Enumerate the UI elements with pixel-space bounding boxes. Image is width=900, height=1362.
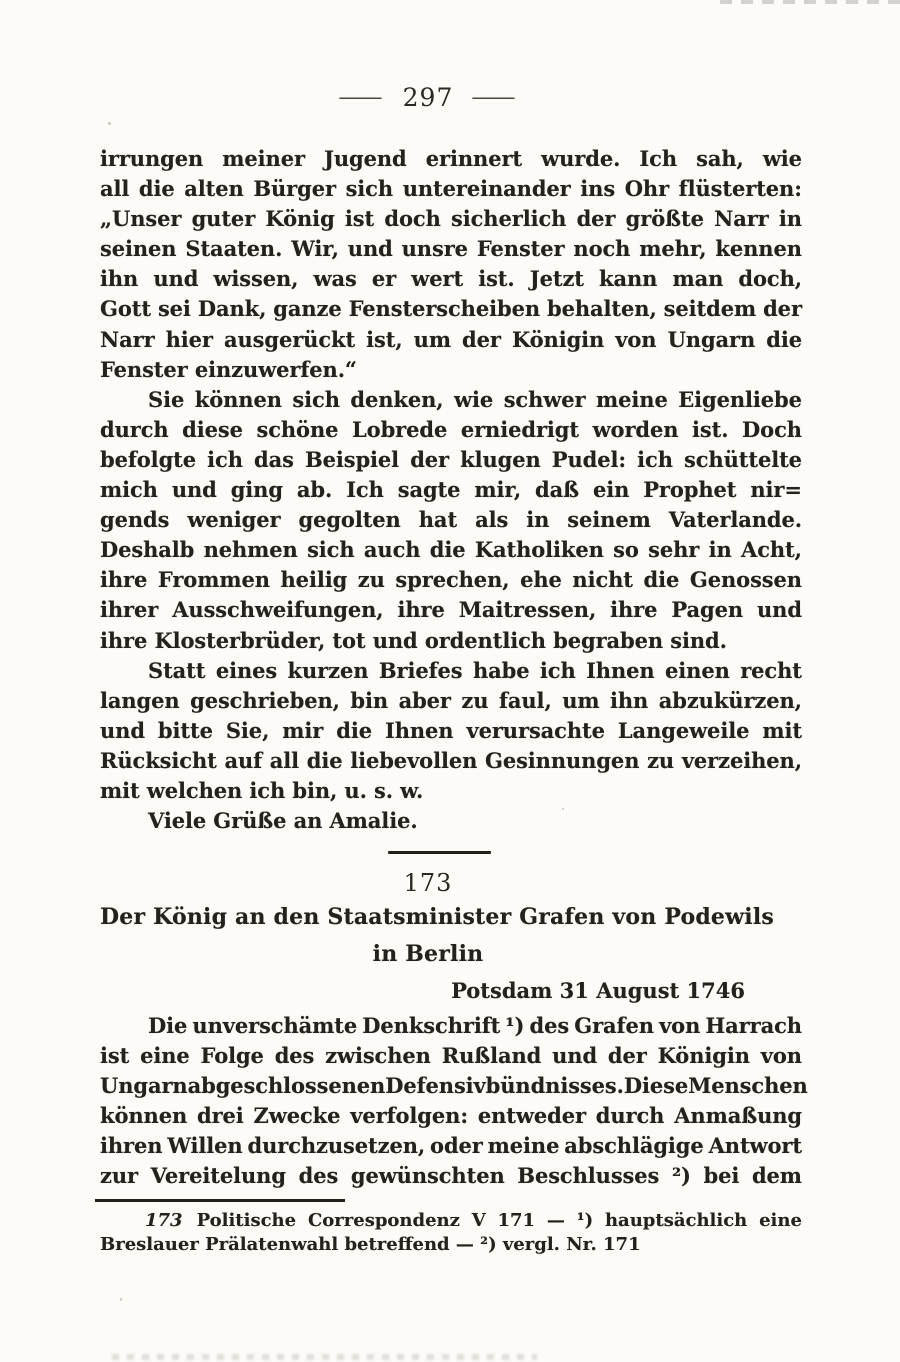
- letter-line: irrungen meiner Jugend erinnert wurde. Ich sah, wie: [100, 146, 802, 171]
- footnote-line: Breslauer Prälatenwahl betreffend — ²) vergl. Nr. 171: [100, 1233, 641, 1255]
- letter-line: langen geschrieben, bin aber zu faul, um ihn abzukürzen,: [100, 687, 802, 713]
- footnote: [100, 1209, 802, 1256]
- letter-line: ihrer Ausschweifungen, ihre Maitressen, ihre Pagen und: [100, 597, 802, 623]
- letter-line: „Unser guter König ist doch sicherlich der größte Narr in: [100, 206, 802, 232]
- letter-line: Gott sei Dank, ganze Fensterscheiben behalten, seitdem der: [100, 296, 802, 322]
- letter-line: ihn und wissen, was er wert ist. Jetzt kann man doch,: [100, 266, 802, 292]
- scan-speck: [108, 122, 111, 125]
- letter-line: befolgte ich das Beispiel der klugen Pudel: ich schüttelte: [100, 446, 802, 472]
- letter-line: mit welchen ich bin, u. s. w.: [100, 777, 424, 803]
- page-header: [100, 84, 802, 114]
- letter-line: durch diese schöne Lobrede erniedrigt worden ist. Doch: [100, 416, 802, 442]
- letter-closing: Viele Grüße an Amalie.: [148, 808, 418, 834]
- section-number: 173: [403, 869, 453, 897]
- section-separator-rule: [388, 851, 491, 854]
- footnote-line: [100, 1209, 802, 1233]
- footnote-text: Politische Correspondenz V 171 — ¹) hauptsächlich eine: [196, 1210, 802, 1231]
- letter-line: mich und ging ab. Ich sagte mir, daß ein Prophet nir=: [100, 477, 802, 503]
- letter-line: Statt eines kurzen Briefes habe ich Ihnen einen recht: [148, 657, 802, 683]
- scan-speck: [120, 1298, 122, 1301]
- letter-line: ihre Frommen heilig zu sprechen, ehe nicht die Genossen: [100, 567, 802, 593]
- letter-line: Fenster einzuwerfen.“: [100, 356, 357, 382]
- section-line: Die unverschämte Denkschrift ¹) des Grafen von Harrach: [148, 1013, 802, 1038]
- letter-line: seinen Staaten. Wir, und unsre Fenster noch mehr, kennen: [100, 236, 802, 262]
- letter-line: und bitte Sie, mir die Ihnen verursachte Langeweile mit: [100, 717, 802, 743]
- letter-line: Narr hier ausgerückt ist, um der Königin von Ungarn die: [100, 326, 802, 352]
- section-body: [100, 1011, 808, 1192]
- scan-artifact-top-edge: [720, 0, 900, 4]
- section-line: Ungarn abgeschlossenen Defensivbündnisses. Diese Menschen: [100, 1073, 808, 1099]
- scan-artifact-bottom-smudge: [112, 1354, 537, 1360]
- page-number: 297: [402, 83, 454, 112]
- letter-line: ihre Klosterbrüder, tot und ordentlich begraben sind.: [100, 627, 727, 653]
- section-line: zur Vereitelung des gewünschten Beschlusses ²) bei dem: [100, 1163, 802, 1189]
- letter-line: Sie können sich denken, wie schwer meine Eigenliebe: [148, 386, 802, 412]
- dateline: Potsdam 31 August 1746: [451, 978, 745, 1003]
- section-line: ihren Willen durchzusetzen, oder meine abschlägige Antwort: [100, 1133, 802, 1159]
- letter-body: [100, 144, 802, 836]
- section-line: können drei Zwecke verfolgen: entweder durch Anmaßung: [100, 1103, 802, 1129]
- section-heading-line2: in Berlin: [372, 941, 484, 967]
- footnote-ref: 173: [145, 1210, 183, 1231]
- letter-line: gends weniger gegolten hat als in seinem Vaterlande.: [100, 507, 802, 533]
- letter-line: Deshalb nehmen sich auch die Katholiken so sehr in Acht,: [100, 537, 802, 563]
- section-line: ist eine Folge des zwischen Rußland und der Königin von: [100, 1043, 802, 1069]
- letter-line: all die alten Bürger sich untereinander ins Ohr flüsterten:: [100, 176, 802, 202]
- header-dash-left: —: [336, 85, 386, 110]
- header-dash-right: —: [470, 85, 520, 110]
- section-heading-line1: Der König an den Staatsminister Grafen von Podewils: [100, 904, 774, 930]
- footnote-rule: [95, 1199, 345, 1202]
- letter-line: Rücksicht auf all die liebevollen Gesinnungen zu verzeihen,: [100, 747, 802, 773]
